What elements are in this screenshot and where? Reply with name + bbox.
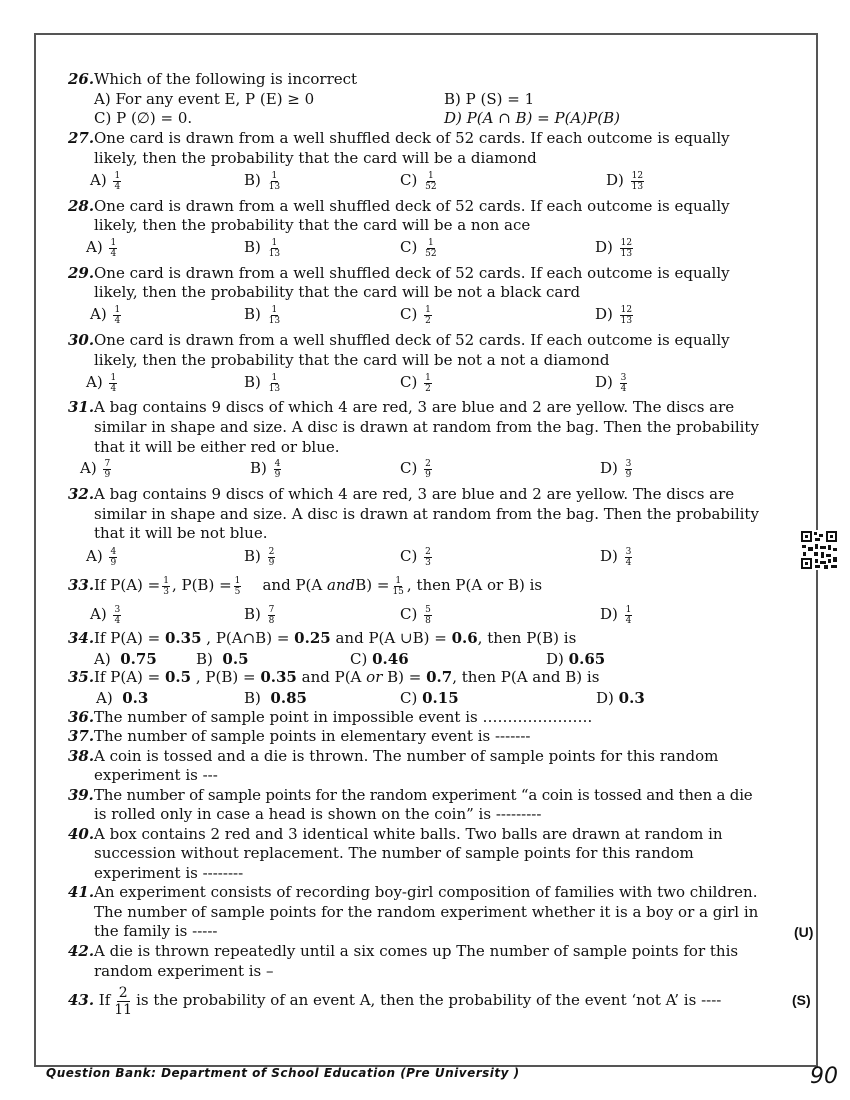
question-35: 35.If P(A) = 0.5 , P(B) = 0.35 and P(A or B) = 0.7, then P(A and B) is (68, 668, 600, 686)
question-41-line3: the family is ----- (94, 922, 218, 940)
q28-option-b: B) $\frac{1}{13}$ (244, 237, 281, 259)
question-42: 42.A die is thrown repeatedly until a six comes up The number of sample points for this (68, 942, 739, 960)
page-number: 90 (810, 1064, 838, 1089)
q32-option-b: B) $\frac{2}{9}$ (244, 546, 275, 568)
q27-option-b: B) $\frac{1}{13}$ (244, 170, 281, 192)
q29-option-b: B) $\frac{1}{13}$ (244, 304, 281, 326)
question-39-line2: is rolled only in case a head is shown on the coin” is --------- (94, 805, 542, 823)
question-28: 28.One card is drawn from a well shuffled deck of 52 cards. If each outcome is equally (68, 197, 730, 215)
q33-option-a: A) $\frac{3}{4}$ (90, 604, 121, 626)
q29-option-d: D) $\frac{12}{13}$ (595, 304, 633, 326)
q34-option-a: A) 0.75 (94, 650, 157, 668)
q31-option-c: C) $\frac{2}{9}$ (400, 458, 431, 480)
q29-option-c: C) $\frac{1}{2}$ (400, 304, 431, 326)
q35-option-a: A) 0.3 (96, 689, 149, 707)
question-32: 32.A bag contains 9 discs of which 4 are red, 3 are blue and 2 are yellow. The discs are (68, 485, 735, 503)
q29-option-a: A) $\frac{1}{4}$ (90, 304, 121, 326)
q28-option-a: A) $\frac{1}{4}$ (86, 237, 117, 259)
q26-option-a: A) For any event E, P (E) ≥ 0 (94, 90, 315, 108)
question-32-line3: that it will be not blue. (94, 524, 268, 542)
q26-option-c: C) P (∅) = 0. (94, 109, 193, 127)
q33-option-d: D) $\frac{1}{4}$ (600, 604, 632, 626)
q35-option-c: C) 0.15 (400, 689, 459, 707)
question-27: 27.One card is drawn from a well shuffled deck of 52 cards. If each outcome is equally (68, 129, 730, 147)
question-29-line2: likely, then the probability that the card will be not a black card (94, 283, 581, 301)
q30-option-d: D) $\frac{3}{4}$ (595, 372, 627, 394)
question-32-line2: similar in shape and size. A disc is drawn at random from the bag. Then the probability (94, 505, 759, 523)
q35-option-d: D) 0.3 (596, 689, 645, 707)
question-41-line2: The number of sample points for the random experiment whether it is a boy or a girl in (94, 903, 759, 921)
q32-option-c: C) $\frac{2}{3}$ (400, 546, 431, 568)
q35-option-b: B) 0.85 (244, 689, 307, 707)
q31-option-a: A) $\frac{7}{9}$ (80, 458, 111, 480)
q27-option-c: C) $\frac{1}{52}$ (400, 170, 437, 192)
q28-option-d: D) $\frac{12}{13}$ (595, 237, 633, 259)
q28-option-c: C) $\frac{1}{52}$ (400, 237, 437, 259)
q32-option-d: D) $\frac{3}{4}$ (600, 546, 632, 568)
question-43: 43. If $\frac{2}{11}$ is the probability of an event A, then the probability of the event ‘not A’ is ---- (68, 984, 722, 1018)
question-30-line2: likely, then the probability that the card will be not a not a diamond (94, 351, 610, 369)
question-34: 34.If P(A) = 0.35 , P(A∩B) = 0.25 and P(A ∪B) = 0.6, then P(B) is (68, 629, 577, 647)
question-40: 40.A box contains 2 red and 3 identical white balls. Two balls are drawn at random in (68, 825, 723, 843)
question-40-line2: succession without replacement. The number of sample points for this random (94, 844, 694, 862)
q33-option-b: B) $\frac{7}{8}$ (244, 604, 275, 626)
qr-code-icon (800, 530, 838, 570)
question-38-line2: experiment is --- (94, 766, 218, 784)
question-39: 39.The number of sample points for the random experiment “a coin is tossed and then a die (68, 786, 753, 804)
q27-option-d: D) $\frac{12}{13}$ (606, 170, 644, 192)
q33-option-c: C) $\frac{5}{8}$ (400, 604, 431, 626)
question-42-line2: random experiment is – (94, 962, 274, 980)
question-41: 41.An experiment consists of recording boy-girl composition of families with two children. (68, 883, 758, 901)
q26-option-d: D) P(A ∩ B) = P(A)P(B) (444, 109, 620, 127)
question-28-line2: likely, then the probability that the card will be a non ace (94, 216, 531, 234)
footer-text: Question Bank: Department of School Education (Pre University ) (46, 1066, 520, 1080)
question-33: 33.If P(A) = $\frac{1}{3}$ , P(B) = $\frac{1}{5}$ and P(A andB) = $\frac{1}{15}$ , then P(A or B) is (68, 575, 543, 597)
q30-option-b: B) $\frac{1}{13}$ (244, 372, 281, 394)
question-29: 29.One card is drawn from a well shuffled deck of 52 cards. If each outcome is equally (68, 264, 730, 282)
question-26: 26.Which of the following is incorrect (68, 70, 358, 88)
question-31-line2: similar in shape and size. A disc is drawn at random from the bag. Then the probability (94, 418, 759, 436)
question-36: 36.The number of sample point in impossible event is …………………. (68, 708, 593, 726)
q34-option-c: C) 0.46 (350, 650, 409, 668)
question-30: 30.One card is drawn from a well shuffled deck of 52 cards. If each outcome is equally (68, 331, 730, 349)
difficulty-tag-s: (S) (792, 992, 811, 1008)
q30-option-a: A) $\frac{1}{4}$ (86, 372, 117, 394)
question-31-line3: that it will be either red or blue. (94, 438, 340, 456)
q31-option-d: D) $\frac{3}{9}$ (600, 458, 632, 480)
q34-option-d: D) 0.65 (546, 650, 606, 668)
q30-option-c: C) $\frac{1}{2}$ (400, 372, 431, 394)
question-40-line3: experiment is -------- (94, 864, 244, 882)
question-31: 31.A bag contains 9 discs of which 4 are red, 3 are blue and 2 are yellow. The discs are (68, 398, 735, 416)
q27-option-a: A) $\frac{1}{4}$ (90, 170, 121, 192)
q32-option-a: A) $\frac{4}{9}$ (86, 546, 117, 568)
question-27-line2: likely, then the probability that the card will be a diamond (94, 149, 537, 167)
difficulty-tag-u: (U) (794, 924, 814, 940)
q34-option-b: B) 0.5 (196, 650, 249, 668)
question-37: 37.The number of sample points in elementary event is ------- (68, 727, 531, 745)
q31-option-b: B) $\frac{4}{9}$ (250, 458, 281, 480)
question-38: 38.A coin is tossed and a die is thrown. The number of sample points for this random (68, 747, 719, 765)
q26-option-b: B) P (S) = 1 (444, 90, 535, 108)
